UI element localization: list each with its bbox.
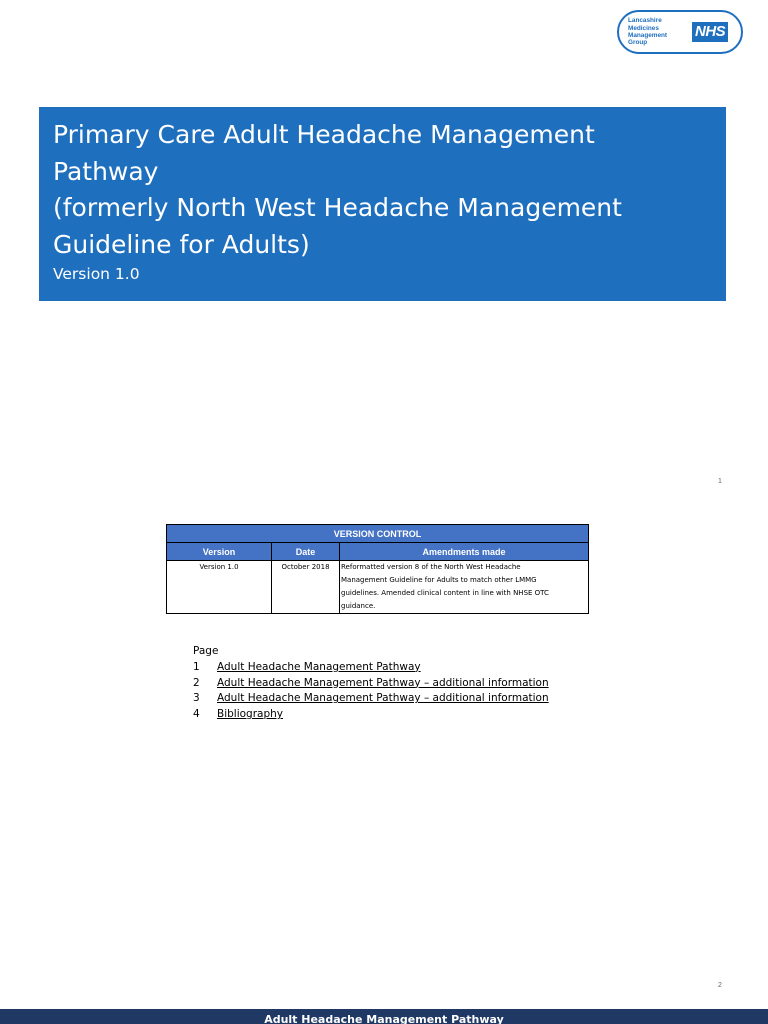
title-line: Guideline for Adults) <box>53 229 310 259</box>
date-cell: October 2018 <box>272 561 340 614</box>
logo-org-name <box>628 17 690 46</box>
amendments-cell <box>340 561 589 614</box>
pathway-title: Adult Headache Management Pathway <box>264 1013 504 1024</box>
nhs-logo-badge: NHS <box>692 22 728 42</box>
amendment-line: Reformatted version 8 of the North West Headache <box>341 563 521 571</box>
amendment-line: Management Guideline for Adults to match other LMMG <box>341 576 537 584</box>
title-line: Pathway <box>53 156 159 186</box>
contents-page-number: 4 <box>193 708 200 721</box>
title-banner <box>39 107 726 301</box>
logo-line: Medicines <box>628 24 659 32</box>
column-header-version: Version <box>167 543 272 561</box>
contents-page-number: 2 <box>193 676 200 689</box>
page-number: 2 <box>718 982 722 989</box>
contents-link-additional-info-1[interactable]: Adult Headache Management Pathway – additional information <box>217 676 549 689</box>
contents-link-additional-info-2[interactable]: Adult Headache Management Pathway – additional information <box>217 692 549 705</box>
contents-heading: Page <box>193 645 219 657</box>
contents-page-number: 1 <box>193 660 200 673</box>
version-cell: Version 1.0 <box>167 561 272 614</box>
contents-link-bibliography[interactable]: Bibliography <box>217 708 283 721</box>
list-item <box>193 707 549 723</box>
document-title <box>53 117 712 263</box>
list-item <box>193 691 549 707</box>
list-item <box>193 676 549 692</box>
amendment-line: guidelines. Amended clinical content in line with NHSE OTC <box>341 589 549 597</box>
document-version: Version 1.0 <box>53 265 140 283</box>
contents-link-pathway[interactable]: Adult Headache Management Pathway <box>217 660 421 673</box>
contents-page-number: 3 <box>193 692 200 705</box>
lmmg-nhs-logo <box>617 10 743 54</box>
logo-line: Group <box>628 39 648 47</box>
logo-line: Lancashire <box>628 17 662 25</box>
title-line: Primary Care Adult Headache Management <box>53 120 595 149</box>
logo-line: Management <box>628 32 668 39</box>
table-row <box>167 561 589 614</box>
amendment-line: guidance. <box>341 602 376 610</box>
column-header-amendments: Amendments made <box>340 543 589 561</box>
version-control-table <box>166 524 589 614</box>
list-item <box>193 660 549 676</box>
column-header-date: Date <box>272 543 340 561</box>
version-control-title: VERSION CONTROL <box>167 525 589 543</box>
page-number: 1 <box>718 478 722 485</box>
contents-list <box>193 644 549 723</box>
pathway-header-bar <box>0 1009 768 1024</box>
title-line: (formerly North West Headache Management <box>53 193 622 222</box>
